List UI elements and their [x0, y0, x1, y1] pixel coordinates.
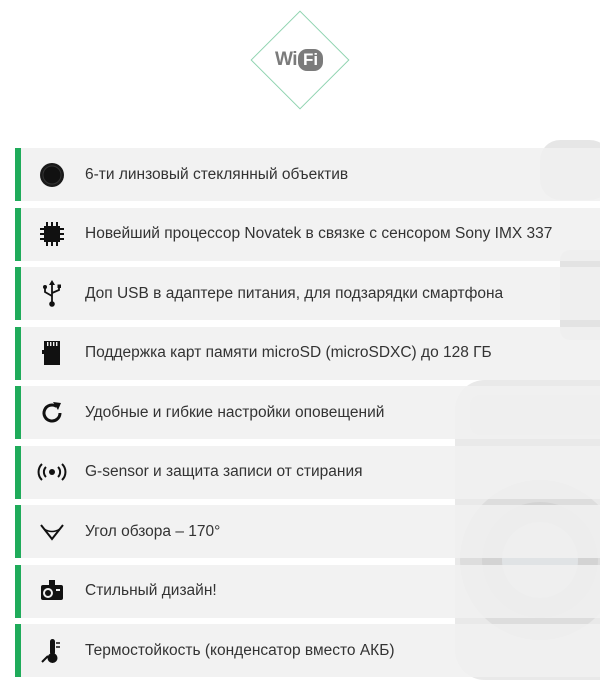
wifi-badge [273, 47, 327, 73]
feature-item-sd-card [15, 327, 600, 380]
dashcam-icon [37, 576, 67, 606]
feature-label: 6-ти линзовый стеклянный объектив [85, 165, 349, 183]
feature-label: Термостойкость (конденсатор вместо АКБ) [85, 641, 395, 659]
feature-label: Удобные и гибкие настройки оповещений [85, 403, 385, 421]
feature-item-lens [15, 148, 600, 201]
feature-label: Поддержка карт памяти microSD (microSDXC) до 128 ГБ [85, 344, 492, 361]
lens-icon [37, 160, 67, 190]
refresh-icon [37, 398, 67, 428]
wifi-logo [250, 10, 350, 110]
viewing-angle-icon [37, 517, 67, 547]
feature-item-usb [15, 267, 600, 320]
feature-item-viewing-angle [15, 505, 600, 558]
feature-item-g-sensor [15, 446, 600, 499]
thermometer-icon [37, 636, 67, 666]
feature-label: Доп USB в адаптере питания, для подзарядки смартфона [85, 284, 504, 302]
feature-label: Новейший процессор Novatek в связке с сенсором Sony IMX 337 [85, 225, 553, 242]
feature-item-design [15, 565, 600, 618]
feature-label: Угол обзора – 170° [85, 522, 221, 540]
feature-item-heat-resistance [15, 624, 600, 677]
logo-fi-text: Fi [298, 49, 323, 71]
feature-item-notifications [15, 386, 600, 439]
feature-label: Стильный дизайн! [85, 582, 217, 599]
sd-card-icon [37, 338, 67, 368]
feature-item-processor [15, 208, 600, 261]
processor-chip-icon [37, 219, 67, 249]
usb-icon [37, 279, 67, 309]
feature-list [15, 148, 600, 680]
logo-wi-text: Wi [275, 49, 298, 70]
feature-label: G-sensor и защита записи от стирания [85, 463, 363, 480]
sensor-waves-icon [34, 457, 70, 487]
